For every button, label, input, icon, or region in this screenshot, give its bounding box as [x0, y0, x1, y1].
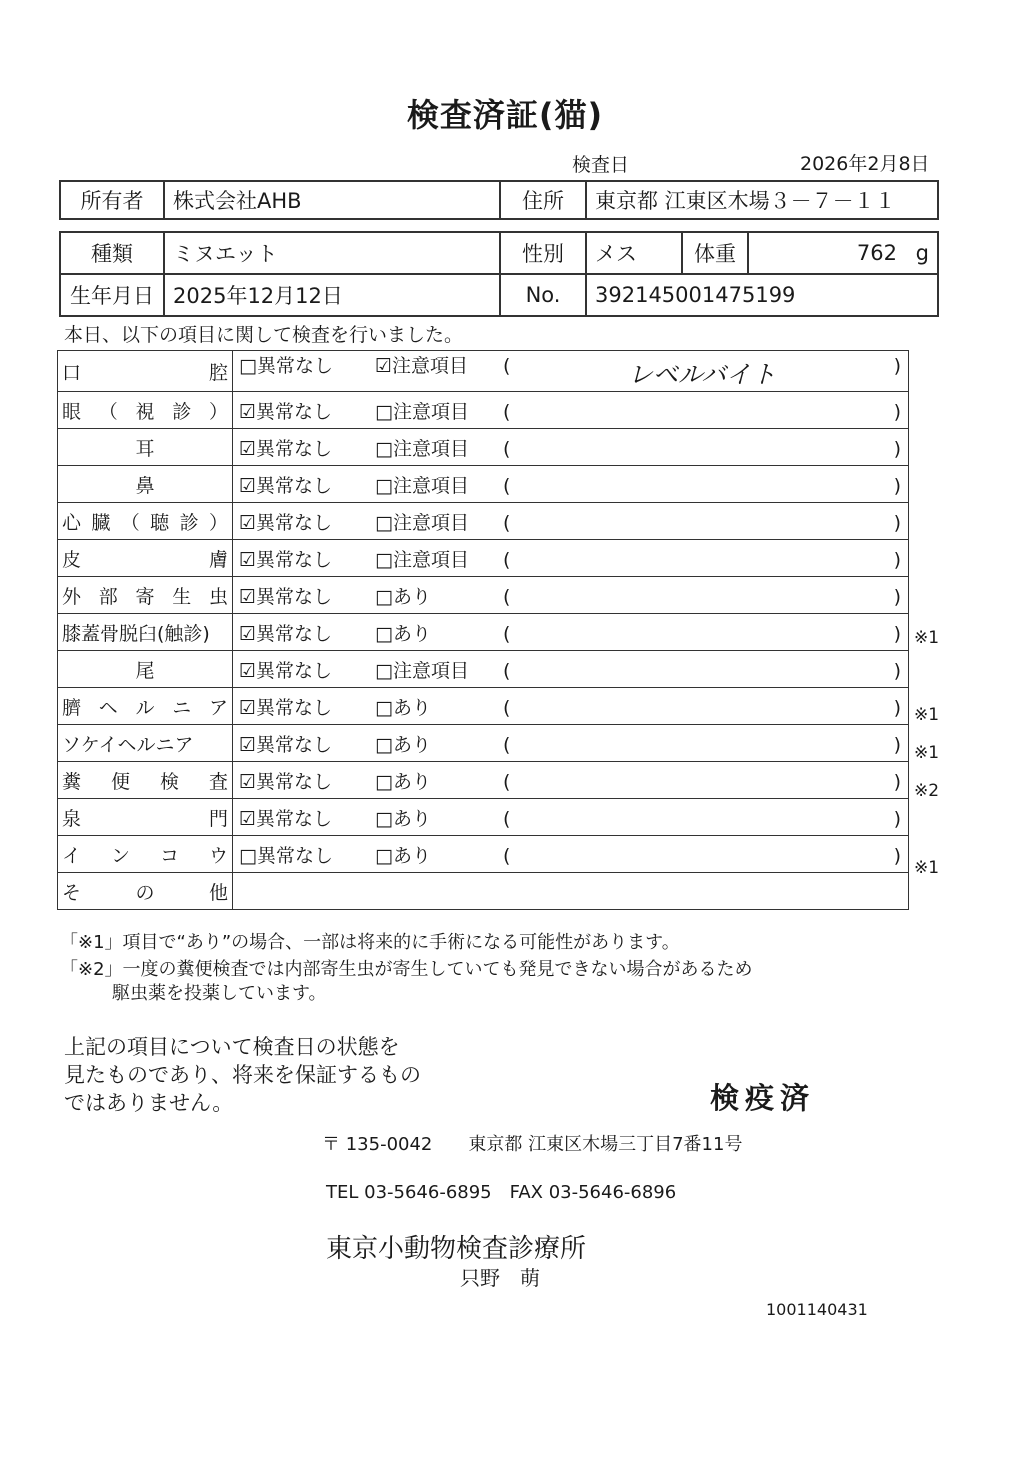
- table-row: [58, 392, 909, 429]
- disclaimer-line: 見たものであり、将来を保証するもの: [64, 1063, 421, 1087]
- paren-close: ): [893, 696, 901, 719]
- footnote-2-line1: 「※2」一度の糞便検査では内部寄生虫が寄生していても発見できない場合があるため: [60, 959, 753, 980]
- pet-table: [59, 231, 939, 317]
- item-result: [233, 762, 909, 799]
- paren-open: (: [503, 770, 511, 793]
- birth-label: 生年月日: [60, 274, 164, 316]
- table-row: [58, 873, 909, 910]
- table-row: [58, 577, 909, 614]
- table-row: [58, 614, 909, 651]
- paren-close: ): [893, 844, 901, 867]
- paren-close: ): [893, 474, 901, 497]
- item-name: [58, 614, 233, 651]
- address-value: 東京都 江東区木場３－７－１１: [586, 181, 938, 219]
- footnote-2-line2: 駆虫薬を投薬しています。: [112, 983, 327, 1004]
- finding-checkbox[interactable]: □注意項目: [375, 548, 469, 571]
- no-abnormality-checkbox[interactable]: ☑異常なし: [239, 400, 333, 423]
- paren-open: (: [503, 844, 511, 867]
- table-row: [58, 466, 909, 503]
- owner-value: 株式会社AHB: [164, 181, 500, 219]
- note-field[interactable]: [503, 586, 901, 608]
- item-note: レベルバイト: [627, 360, 777, 389]
- paren-open: (: [503, 659, 511, 682]
- item-result: [233, 799, 909, 836]
- veterinarian-name: 只野 萌: [460, 1266, 540, 1290]
- item-mark: ※1: [914, 627, 940, 648]
- item-name: [58, 762, 233, 799]
- item-result: [233, 577, 909, 614]
- paren-open: (: [503, 355, 511, 377]
- note-field[interactable]: [503, 771, 901, 793]
- note-field[interactable]: [503, 734, 901, 756]
- table-row: [58, 429, 909, 466]
- note-field[interactable]: [503, 845, 901, 867]
- weight-value: 762: [856, 241, 897, 265]
- paren-open: (: [503, 585, 511, 608]
- no-abnormality-checkbox[interactable]: ☑異常なし: [239, 696, 333, 719]
- paren-open: (: [503, 733, 511, 756]
- item-result: [233, 429, 909, 466]
- paren-open: (: [503, 474, 511, 497]
- finding-checkbox[interactable]: □あり: [375, 807, 431, 830]
- table-row: [58, 762, 909, 799]
- no-abnormality-checkbox[interactable]: ☑異常なし: [239, 437, 333, 460]
- item-name: [58, 466, 233, 503]
- table-row: [58, 688, 909, 725]
- item-result: [233, 651, 909, 688]
- address-label: 住所: [500, 181, 586, 219]
- intro-text: 本日、以下の項目に関して検査を行いました。: [64, 324, 464, 346]
- note-field[interactable]: [503, 549, 901, 571]
- item-result: [233, 540, 909, 577]
- item-mark: ※2: [914, 781, 940, 802]
- item-name-text: 臍 ヘ ル ニ ア: [62, 696, 228, 719]
- item-name: [58, 651, 233, 688]
- item-result: [233, 503, 909, 540]
- paren-open: (: [503, 437, 511, 460]
- paren-close: ): [893, 807, 901, 830]
- item-result: [233, 351, 909, 392]
- item-name: [58, 725, 233, 762]
- finding-checkbox[interactable]: □注意項目: [375, 474, 469, 497]
- item-name-text: 耳: [135, 437, 155, 460]
- no-abnormality-checkbox[interactable]: ☑異常なし: [239, 474, 333, 497]
- item-result: [233, 836, 909, 873]
- owner-table: [59, 180, 939, 220]
- weight-cell: [748, 232, 938, 274]
- no-label: No.: [500, 274, 586, 316]
- paren-open: (: [503, 511, 511, 534]
- paren-close: ): [893, 622, 901, 645]
- item-result: [233, 466, 909, 503]
- sex-label: 性別: [500, 232, 586, 274]
- item-mark: ※1: [914, 704, 940, 725]
- quarantine-stamp: 検疫済: [710, 1081, 816, 1115]
- item-name-text: 糞 便 検 査: [62, 770, 228, 793]
- disclaimer-line: ではありません。: [64, 1091, 234, 1115]
- document-code: 1001140431: [766, 1300, 868, 1319]
- item-name-text: そ の 他: [62, 881, 228, 904]
- paren-close: ): [893, 733, 901, 756]
- table-row: [58, 799, 909, 836]
- note-field[interactable]: [503, 438, 901, 460]
- paren-open: (: [503, 400, 511, 423]
- finding-checkbox[interactable]: □注意項目: [375, 511, 469, 534]
- item-result: [233, 873, 909, 910]
- disclaimer-line: 上記の項目について検査日の状態を: [64, 1035, 400, 1059]
- table-row: [58, 351, 909, 392]
- weight-unit: g: [915, 241, 929, 265]
- finding-checkbox[interactable]: □あり: [375, 622, 431, 645]
- no-abnormality-checkbox[interactable]: ☑異常なし: [239, 622, 333, 645]
- finding-checkbox[interactable]: □注意項目: [375, 659, 469, 682]
- paren-open: (: [503, 548, 511, 571]
- paren-close: ): [893, 400, 901, 423]
- no-abnormality-checkbox[interactable]: ☑異常なし: [239, 807, 333, 830]
- item-name-text: ソケイヘルニア: [62, 733, 194, 756]
- footnote-1: 「※1」項目で“あり”の場合、一部は将来的に手術になる可能性があります。: [60, 932, 680, 953]
- breed-label: 種類: [60, 232, 164, 274]
- note-field[interactable]: [503, 623, 901, 645]
- item-name-text: イ ン コ ウ: [62, 844, 228, 867]
- clinic-address: 〒 135-0042 東京都 江東区木場三丁目7番11号: [322, 1134, 743, 1155]
- finding-checkbox[interactable]: ☑注意項目: [375, 355, 469, 377]
- note-field[interactable]: [503, 401, 901, 423]
- breed-value: ミヌエット: [164, 232, 500, 274]
- no-value: 392145001475199: [586, 274, 938, 316]
- no-abnormality-checkbox[interactable]: ☑異常なし: [239, 511, 333, 534]
- no-abnormality-checkbox[interactable]: ☑異常なし: [239, 548, 333, 571]
- paren-close: ): [893, 585, 901, 608]
- finding-checkbox[interactable]: □注意項目: [375, 400, 469, 423]
- item-result: [233, 614, 909, 651]
- weight-label: 体重: [682, 232, 748, 274]
- no-abnormality-checkbox[interactable]: ☑異常なし: [239, 659, 333, 682]
- paren-open: (: [503, 807, 511, 830]
- document-title: 検査済証(猫): [406, 96, 604, 134]
- owner-label: 所有者: [60, 181, 164, 219]
- paren-close: ): [893, 659, 901, 682]
- table-row: [58, 651, 909, 688]
- item-name-text: 尾: [135, 659, 155, 682]
- finding-checkbox[interactable]: □注意項目: [375, 437, 469, 460]
- finding-checkbox[interactable]: □あり: [375, 733, 431, 756]
- clinic-phone-fax: TEL 03-5646-6895 FAX 03-5646-6896: [326, 1182, 677, 1203]
- item-name-text: 眼 （ 視 診 ）: [62, 400, 228, 423]
- table-row: [58, 725, 909, 762]
- item-name: [58, 577, 233, 614]
- note-field[interactable]: [503, 512, 901, 534]
- item-name-text: 泉 門: [62, 807, 228, 830]
- item-name: [58, 540, 233, 577]
- item-name-text: 外 部 寄 生 虫: [62, 585, 228, 608]
- clinic-name: 東京小動物検査診療所: [326, 1234, 587, 1264]
- table-row: [58, 836, 909, 873]
- item-name: [58, 351, 233, 392]
- birth-value: 2025年12月12日: [164, 274, 500, 316]
- paren-close: ): [893, 548, 901, 571]
- inspection-date-label: 検査日: [572, 154, 630, 176]
- paren-close: ): [893, 355, 901, 377]
- no-abnormality-checkbox[interactable]: □異常なし: [239, 355, 333, 377]
- table-row: [58, 540, 909, 577]
- item-name-text: 膝蓋骨脱臼(触診): [62, 622, 210, 645]
- no-abnormality-checkbox[interactable]: □異常なし: [239, 844, 333, 867]
- item-result: [233, 688, 909, 725]
- paren-close: ): [893, 770, 901, 793]
- item-name: [58, 873, 233, 910]
- disclaimer: [64, 1033, 421, 1117]
- paren-close: ): [893, 511, 901, 534]
- paren-open: (: [503, 696, 511, 719]
- item-mark: ※1: [914, 858, 940, 879]
- item-name: [58, 429, 233, 466]
- no-abnormality-checkbox[interactable]: ☑異常なし: [239, 733, 333, 756]
- item-name-text: 皮 膚: [62, 548, 228, 571]
- inspection-date-value: 2026年2月8日: [800, 153, 930, 175]
- paren-close: ): [893, 437, 901, 460]
- paren-open: (: [503, 622, 511, 645]
- table-row: [58, 503, 909, 540]
- inspection-items-table: [57, 350, 909, 910]
- item-name-text: 心 臓 （ 聴 診 ）: [62, 511, 228, 534]
- item-name: [58, 688, 233, 725]
- finding-checkbox[interactable]: □あり: [375, 696, 431, 719]
- note-field[interactable]: [503, 475, 901, 497]
- note-field[interactable]: [503, 355, 901, 391]
- no-abnormality-checkbox[interactable]: ☑異常なし: [239, 770, 333, 793]
- item-name-text: 口 腔: [62, 361, 228, 384]
- no-abnormality-checkbox[interactable]: ☑異常なし: [239, 585, 333, 608]
- item-result: [233, 392, 909, 429]
- finding-checkbox[interactable]: □あり: [375, 770, 431, 793]
- note-field[interactable]: [503, 660, 901, 682]
- item-name: [58, 503, 233, 540]
- finding-checkbox[interactable]: □あり: [375, 585, 431, 608]
- sex-value: メス: [586, 232, 682, 274]
- item-mark: ※1: [914, 743, 940, 763]
- note-field[interactable]: [503, 808, 901, 830]
- item-name: [58, 392, 233, 429]
- item-name: [58, 799, 233, 836]
- item-name-text: 鼻: [135, 474, 155, 497]
- finding-checkbox[interactable]: □あり: [375, 844, 431, 867]
- item-name: [58, 836, 233, 873]
- item-result: [233, 725, 909, 762]
- note-field[interactable]: [503, 697, 901, 719]
